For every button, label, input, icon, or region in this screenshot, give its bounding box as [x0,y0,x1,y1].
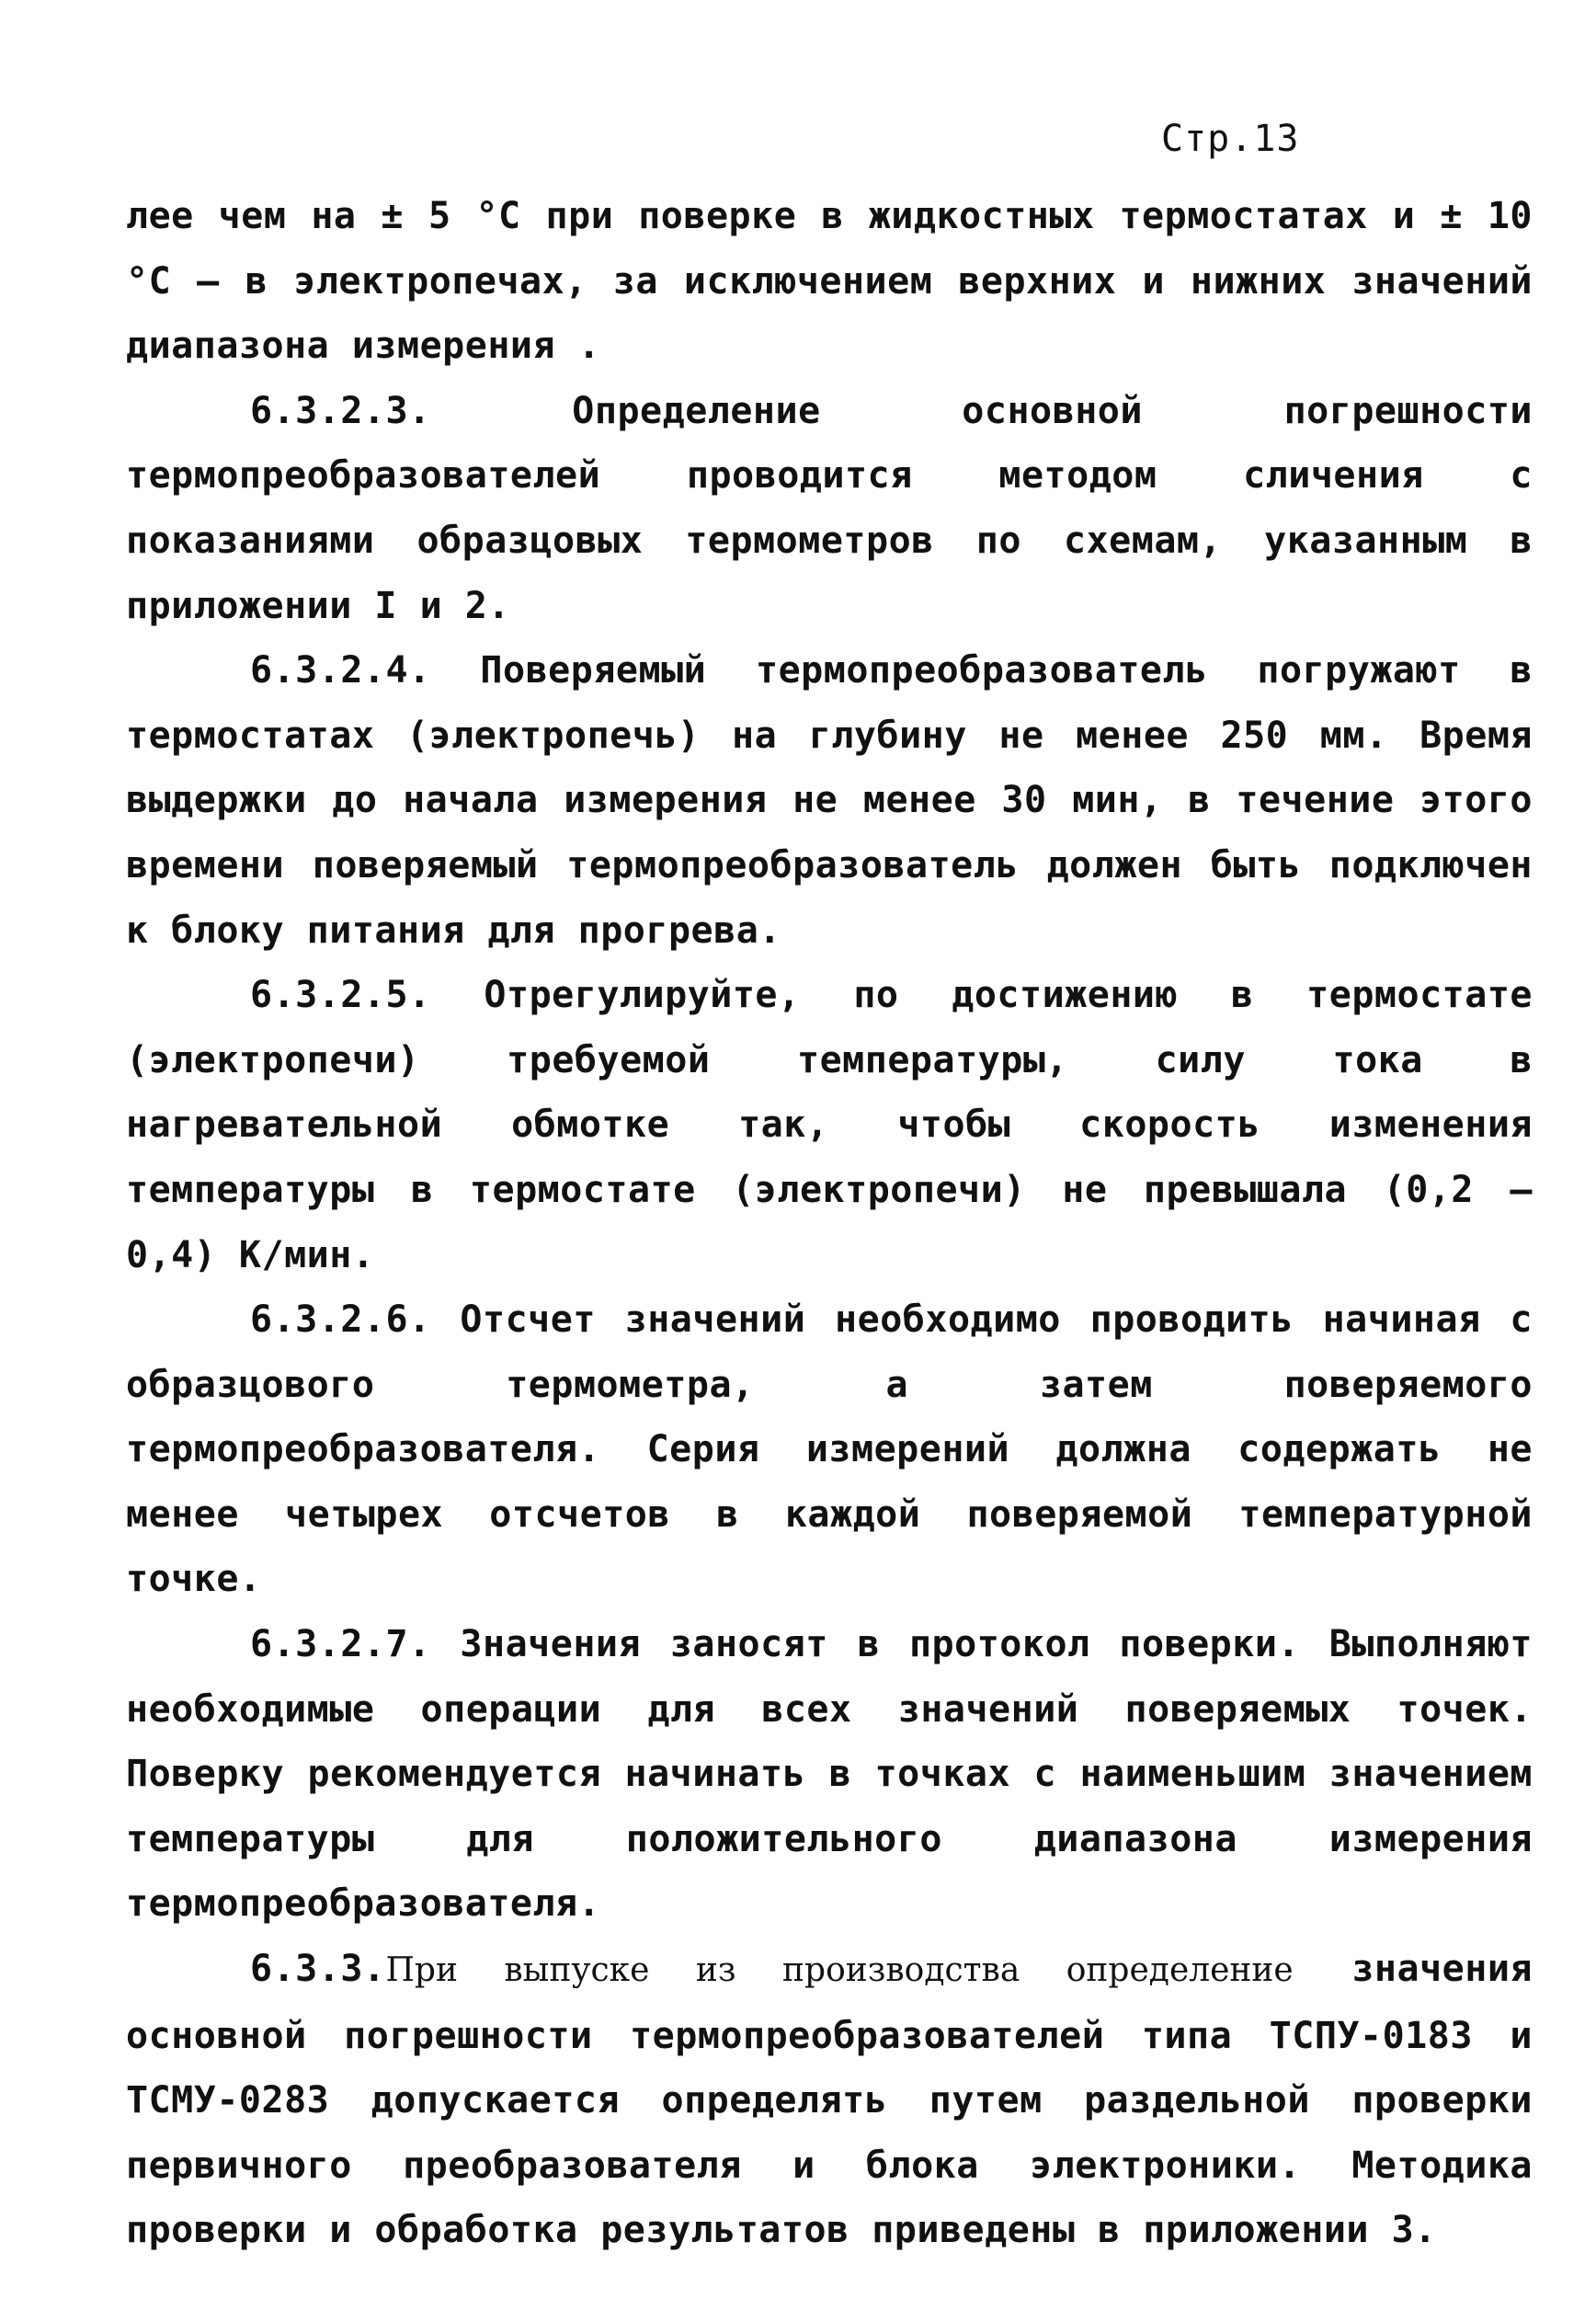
paragraph-6-3-2-7: 6.3.2.7. Значения заносят в протокол поверки. Выполняют необходимые операции для всех значений поверяемых точек. Поверку рекомендуется начинать в точках с наименьшим значением температуры для положительного диапазона измерения термопреобразователя. [126,1623,1533,1926]
paragraph-6-3-2-5: 6.3.2.5. Отрегулируйте, по достижению в термостате (электропечи) требуемой температуры, силу тока в нагревательной обмотке так, чтобы скорость изменения температуры в термостате (электропечи) не превышала (0,2 – 0,4) К/мин. [126,974,1533,1276]
paragraph-6-3-3 [126,1937,1533,2263]
paragraph-6-3-2-4: 6.3.2.4. Поверяемый термопреобразователь погружают в термостатах (электропечь) на глубину не менее 250 мм. Время выдержки до начала измерения не менее 30 мин, в течение этого времени поверяемый термопреобразователь должен быть подключен к блоку питания для прогрева. [126,649,1533,952]
document-body [126,184,1533,2263]
page-number: Стр.13 [1161,118,1300,160]
paragraph-6-3-2-3: 6.3.2.3. Определение основной погрешности термопреобразователей проводится методом сличения с показаниями образцовых термометров по схемам, указанным в приложении I и 2. [126,389,1533,627]
paragraph-6-3-3-text: значения основной погрешности термопреобразователей типа ТСПУ-0183 и ТСМУ-0283 допускается определять путем раздельной проверки первичного преобразователя и блока электроники. Методика проверки и обработка результатов приведены в приложении 3. [126,1948,1533,2252]
section-number: 6.3.3. [250,1948,386,1991]
paragraph-continuation: лее чем на ± 5 °C при поверке в жидкостных термостатах и ± 10 °C – в электропечах, за исключением верхних и нижних значений диапазона измерения . [126,195,1533,368]
paragraph-6-3-2-6: 6.3.2.6. Отсчет значений необходимо проводить начиная с образцового термометра, а затем поверяемого термопреобразователя. Серия измерений должна содержать не менее четырех отсчетов в каждой поверяемой температурной точке. [126,1298,1533,1601]
handwritten-insert: При выпуске из производства определение [385,1951,1294,1990]
